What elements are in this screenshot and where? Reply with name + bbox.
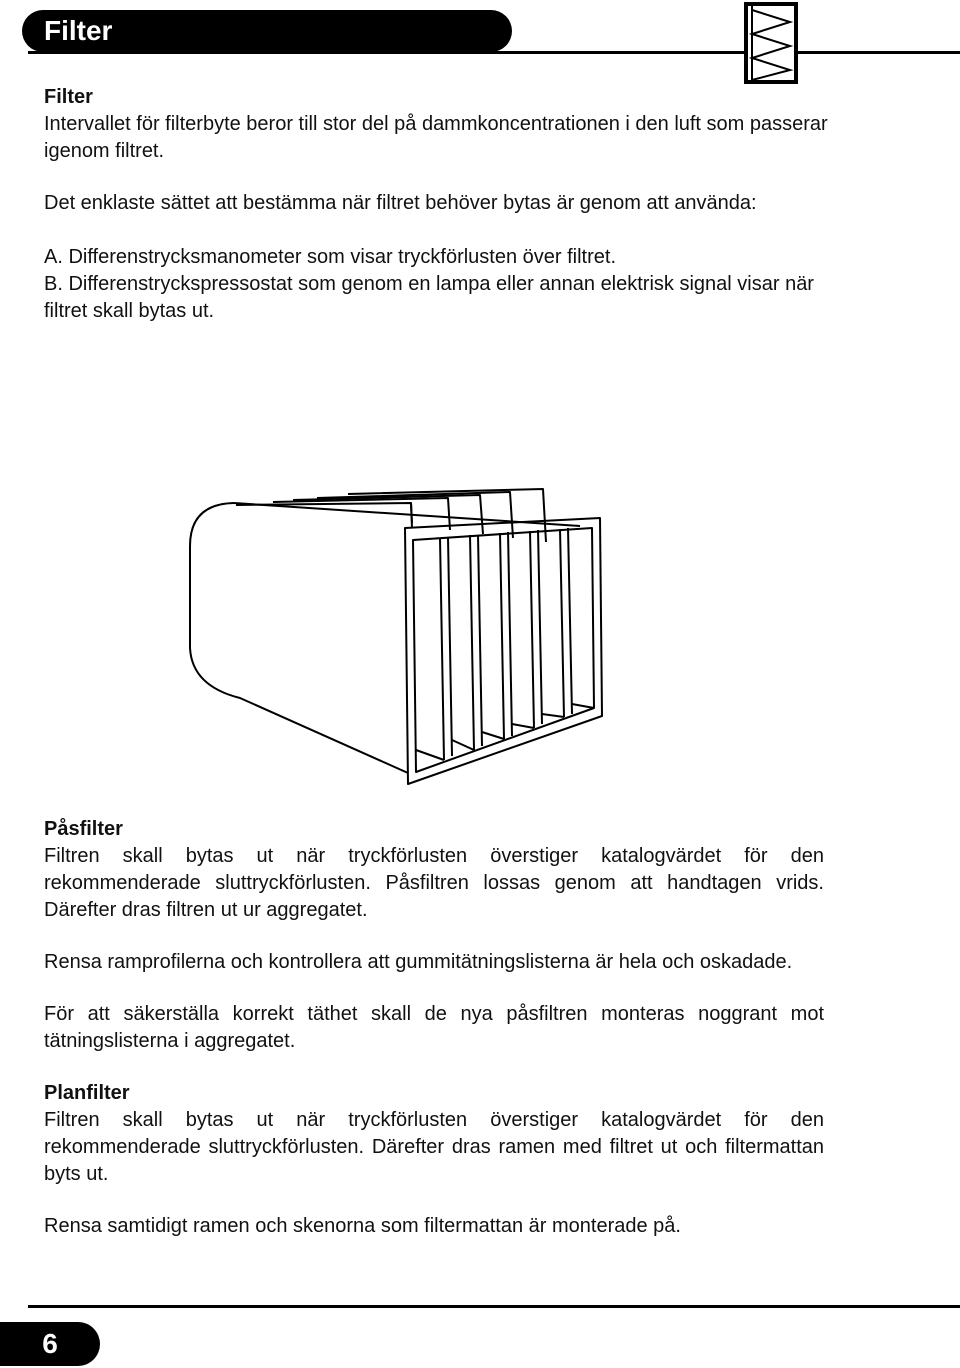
pasfilter-paragraph: Rensa ramprofilerna och kontrollera att gummitätningslisterna är hela och oskadade. bbox=[44, 951, 793, 973]
planfilter-paragraph: Rensa samtidigt ramen och skenorna som filtermattan är monterade på. bbox=[44, 1215, 681, 1237]
intro-paragraph: Det enklaste sättet att bestämma när filtret behöver bytas är genom att använda: bbox=[44, 192, 757, 214]
planfilter-paragraph: Filtren skall bytas ut när tryckförlusten överstiger katalogvärdet för den rekommenderade sluttryckförlusten. Därefter dras ramen med filtret ut och filtermattan byts ut. bbox=[44, 1109, 824, 1185]
maintenance-section bbox=[44, 816, 824, 1240]
header-rule bbox=[28, 51, 960, 54]
list-item-b: B. Differenstryckspressostat som genom en lampa eller annan elektrisk signal visar när filtret skall bytas ut. bbox=[44, 273, 814, 322]
list-item-a: A. Differenstrycksmanometer som visar tryckförlusten över filtret. bbox=[44, 246, 617, 268]
bag-filter-illustration bbox=[180, 488, 620, 788]
pasfilter-paragraph: För att säkerställa korrekt täthet skall de nya påsfiltren monteras noggrant mot tätningslisterna i aggregatet. bbox=[44, 1003, 824, 1052]
filter-symbol-icon bbox=[744, 2, 798, 84]
pasfilter-paragraph: Filtren skall bytas ut när tryckförlusten överstiger katalogvärdet för den rekommenderade sluttryckförlusten. Påsfiltren lossas genom att handtagen vrids. Därefter dras filtren ut ur aggregatet. bbox=[44, 845, 824, 921]
intro-section bbox=[44, 84, 844, 325]
page-number: 6 bbox=[0, 1322, 100, 1366]
intro-heading: Filter bbox=[44, 86, 93, 108]
intro-paragraph: Intervallet för filterbyte beror till stor del på dammkoncentrationen i den luft som passerar igenom filtret. bbox=[44, 113, 828, 162]
planfilter-heading: Planfilter bbox=[44, 1082, 130, 1104]
pasfilter-heading: Påsfilter bbox=[44, 818, 123, 840]
footer-rule bbox=[28, 1305, 960, 1308]
section-title: Filter bbox=[22, 10, 512, 52]
